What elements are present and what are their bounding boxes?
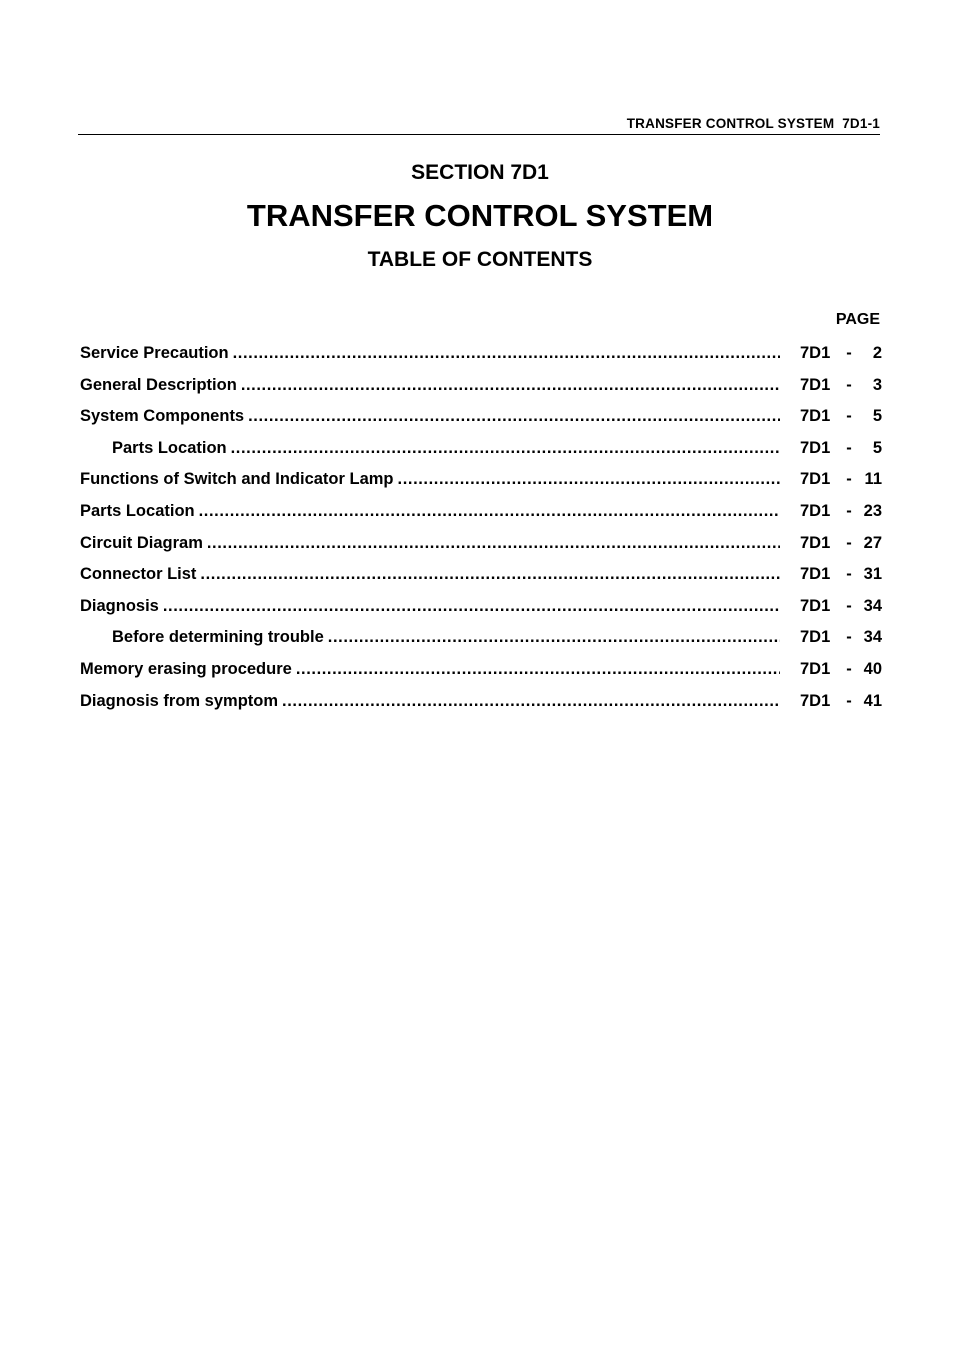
toc-entry[interactable]: General Description ..... 7D1 - 3: [80, 372, 882, 404]
toc-entry-page: 31: [863, 565, 882, 584]
toc-entry-page: 41: [863, 691, 882, 710]
toc-entry[interactable]: Circuit Diagram ..... 7D1 - 27: [80, 530, 882, 562]
toc-entry[interactable]: Diagnosis from symptom ..... 7D1 - 41: [80, 688, 882, 720]
toc-entry-section: 7D1: [800, 407, 831, 426]
toc-entry-title: Connector List: [80, 565, 200, 583]
toc-entry-section: 7D1: [800, 438, 831, 457]
toc-entry-section: 7D1: [800, 501, 831, 520]
toc-entry-section: 7D1: [800, 596, 831, 615]
table-of-contents: [80, 340, 882, 719]
page-title: TRANSFER CONTROL SYSTEM: [246, 198, 714, 233]
toc-entry[interactable]: Parts Location ..... 7D1 - 23: [80, 498, 882, 530]
running-header-title: TRANSFER CONTROL SYSTEM 7D1-1: [626, 116, 880, 131]
toc-entry-title: Before determining trouble: [112, 628, 328, 646]
toc-entry[interactable]: Functions of Switch and Indicator Lamp ..... 7D1 - 11: [80, 466, 882, 498]
toc-entry-section: 7D1: [800, 659, 831, 678]
toc-entry-page: 34: [863, 628, 882, 647]
toc-entry[interactable]: Memory erasing procedure ..... 7D1 - 40: [80, 656, 882, 688]
toc-entry-section: 7D1: [800, 533, 831, 552]
toc-entry-page: 27: [863, 533, 882, 552]
toc-entry[interactable]: Diagnosis ..... 7D1 - 34: [80, 593, 882, 625]
page-column-label: PAGE: [835, 311, 880, 328]
toc-entry[interactable]: Connector List ..... 7D1 - 31: [80, 561, 882, 593]
toc-entry-section: 7D1: [800, 344, 831, 362]
toc-entry-title: Functions of Switch and Indicator Lamp: [80, 470, 398, 488]
toc-heading: TABLE OF CONTENTS: [367, 248, 593, 271]
toc-entry-page: 5: [872, 407, 882, 426]
toc-entry-title: General Description: [80, 376, 241, 394]
toc-entry-page: 5: [872, 438, 882, 457]
toc-entry[interactable]: Service Precaution ..... 7D1 - 2: [80, 340, 882, 372]
toc-entry-title: Circuit Diagram: [80, 534, 207, 552]
toc-subentry[interactable]: Parts Location ..... 7D1 - 5: [80, 435, 882, 467]
toc-entry-title: Memory erasing procedure: [80, 660, 296, 678]
toc-entry[interactable]: System Components ..... 7D1 - 5: [80, 403, 882, 435]
toc-entry-page: 34: [863, 596, 882, 615]
toc-entry-section: 7D1: [800, 691, 831, 710]
toc-subentry[interactable]: Before determining trouble ..... 7D1 - 34: [80, 624, 882, 656]
toc-entry-section: 7D1: [800, 375, 831, 394]
toc-entry-page: 40: [863, 659, 882, 678]
running-header: [78, 114, 880, 135]
toc-entry-title: Service Precaution: [80, 344, 233, 362]
toc-entry-title: Diagnosis from symptom: [80, 692, 282, 710]
toc-entry-title: System Components: [80, 407, 248, 425]
toc-entry-page: 23: [863, 501, 882, 520]
section-number: SECTION 7D1: [411, 161, 549, 184]
toc-entry-title: Diagnosis: [80, 597, 163, 615]
toc-entry-title: Parts Location: [80, 502, 199, 520]
toc-entry-section: 7D1: [800, 470, 831, 489]
toc-entry-title: Parts Location: [112, 439, 231, 457]
toc-entry-page: 3: [872, 375, 882, 394]
toc-entry-section: 7D1: [800, 565, 831, 584]
toc-entry-page: 2: [872, 344, 882, 362]
toc-entry-page: 11: [864, 470, 882, 489]
toc-entry-section: 7D1: [800, 628, 831, 647]
